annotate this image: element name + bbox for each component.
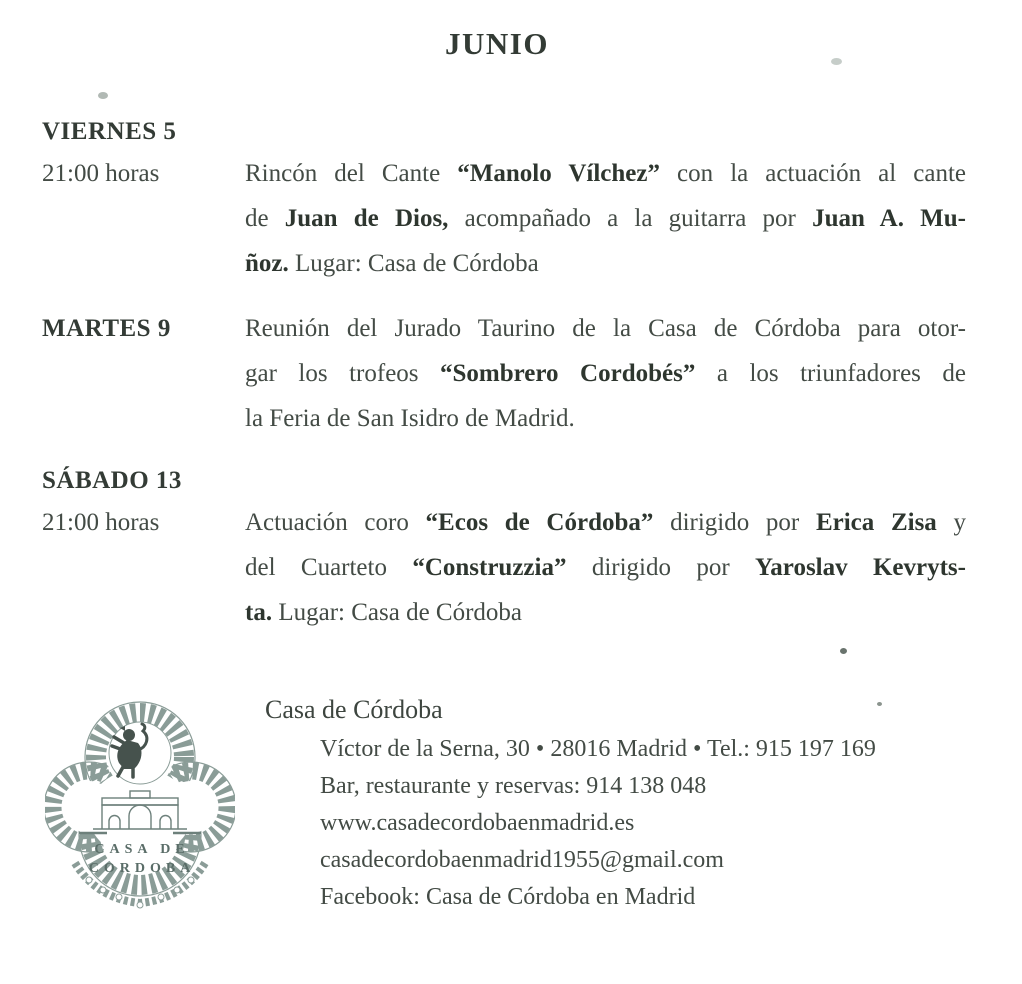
email-line: casadecordobaenmadrid1955@gmail.com xyxy=(320,847,724,873)
event-description xyxy=(245,151,966,286)
event-text-bold: ñoz. xyxy=(245,250,289,277)
event-time-label: 21:00 horas xyxy=(42,160,160,187)
event-text-bold: “Ecos de Córdoba” xyxy=(425,509,654,536)
event-text: Lugar: Casa de Córdoba xyxy=(288,250,539,277)
event-line xyxy=(245,500,966,545)
event-time-label: 21:00 horas xyxy=(42,509,160,536)
reservations-line: Bar, restaurante y reservas: 914 138 048 xyxy=(320,773,707,799)
footer xyxy=(42,691,966,918)
event-line xyxy=(245,306,966,351)
scan-speck xyxy=(840,648,847,654)
event-line xyxy=(245,396,966,441)
event-text: y xyxy=(936,509,967,536)
event-line xyxy=(245,151,966,196)
event-text-bold: “Manolo Vílchez” xyxy=(457,160,660,187)
svg-text:CORDOBA: CORDOBA xyxy=(88,861,196,876)
event-row xyxy=(42,306,966,441)
event-line xyxy=(245,351,966,396)
svg-text:CASA DE: CASA DE xyxy=(94,842,190,857)
event-line xyxy=(245,241,966,286)
event xyxy=(42,306,966,441)
event-text: Lugar: Casa de Córdoba xyxy=(272,599,523,626)
page-title: JUNIO xyxy=(445,26,549,61)
event-text: gar los trofeos xyxy=(245,360,441,387)
casa-de-cordoba-logo xyxy=(45,695,235,918)
event-text-bold: Juan A. Mu- xyxy=(812,205,966,232)
event-text: a los triunfadores de xyxy=(695,360,966,387)
event-text: dirigido por xyxy=(566,554,756,581)
scan-speck xyxy=(877,702,882,706)
event-text: dirigido por xyxy=(653,509,816,536)
event-row xyxy=(42,500,966,635)
event-day-label: VIERNES 5 xyxy=(42,118,177,145)
event-text-bold: Juan de Dios, xyxy=(284,205,449,232)
event-day-label: MARTES 9 xyxy=(42,315,171,342)
event-text: de xyxy=(245,205,285,232)
event xyxy=(42,461,966,635)
event-day-label: SÁBADO 13 xyxy=(42,467,182,494)
event-text: Reunión del Jurado Taurino de la Casa de Córdoba para otor- xyxy=(245,315,966,342)
footer-contact-block xyxy=(265,691,876,916)
event-text: Actuación coro xyxy=(245,509,426,536)
event-line xyxy=(245,590,966,635)
event-text: la Feria de San Isidro de Madrid. xyxy=(245,405,575,432)
event-line xyxy=(245,545,966,590)
address-phone-line: Víctor de la Serna, 30 • 28016 Madrid • Tel.: 915 197 169 xyxy=(320,736,876,762)
event xyxy=(42,112,966,286)
scan-speck xyxy=(98,92,108,99)
event-text: Rincón del Cante xyxy=(245,160,458,187)
event-text-bold: Yaroslav Kevryts- xyxy=(755,554,966,581)
event-text-bold: “Sombrero Cordobés” xyxy=(440,360,696,387)
event-row xyxy=(42,151,966,286)
event-text: del Cuarteto xyxy=(245,554,413,581)
event-line xyxy=(245,196,966,241)
event-text: con la actuación al cante xyxy=(659,160,966,187)
contact-lines xyxy=(265,731,876,916)
emblem-icon xyxy=(45,695,235,913)
event-description xyxy=(245,306,966,441)
event-text: acompañado a la guitarra por xyxy=(448,205,813,232)
scan-speck xyxy=(831,58,842,65)
events-list xyxy=(42,112,966,635)
event-text-bold: Erica Zisa xyxy=(815,509,937,536)
event-description xyxy=(245,500,966,635)
event-text-bold: ta. xyxy=(245,599,273,626)
facebook-line: Facebook: Casa de Córdoba en Madrid xyxy=(320,884,696,910)
website-line: www.casadecordobaenmadrid.es xyxy=(320,810,635,836)
org-name: Casa de Córdoba xyxy=(265,695,443,724)
event-text-bold: “Construzzia” xyxy=(412,554,567,581)
